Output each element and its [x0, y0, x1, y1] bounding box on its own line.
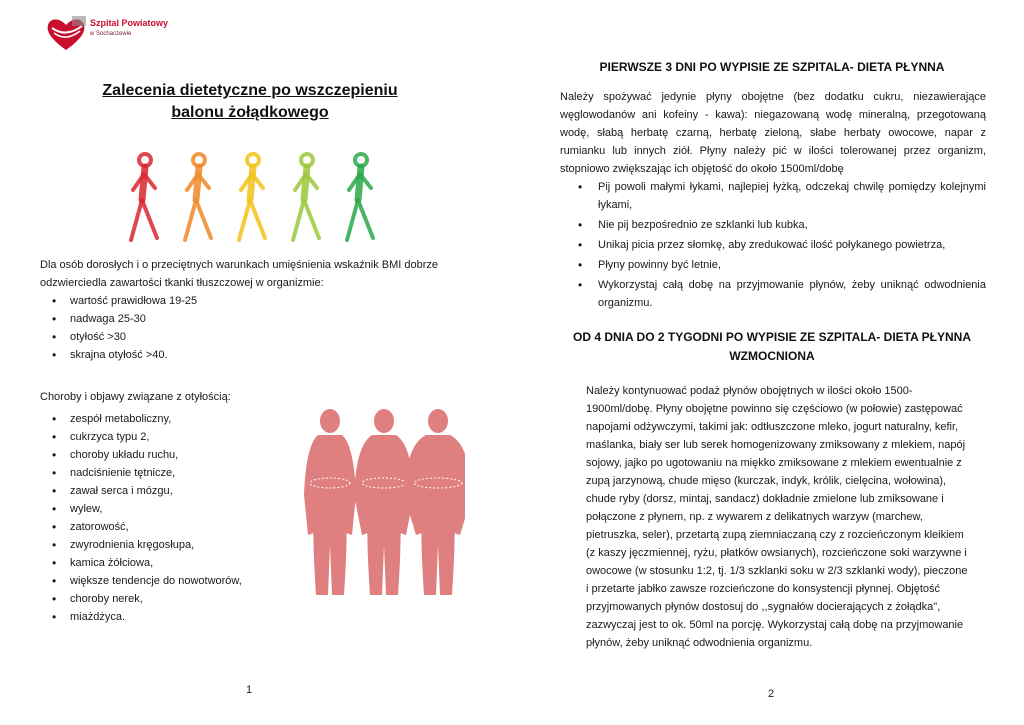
walking-figure-icon — [347, 154, 373, 240]
list-item: • miażdżyca. — [70, 608, 290, 626]
obese-figure-icon — [354, 409, 414, 595]
section1-list — [560, 178, 986, 312]
section2-body — [586, 382, 970, 652]
list-item: • Płyny powinny być letnie, — [598, 256, 986, 274]
section1-text: Należy spożywać jedynie płyny obojętne (bez dodatku cukru, niezawierające węglowodanów ani kofeiny - kawa): niegazowaną wodę mineralną, przegotowaną wodę, słabą herbatę czarną, herbatę zieloną, słabe herbaty owocowe, napar z rumianku lub innych ziół. Płyny należy pić w ilości tolerowanej przez organizm, stopniowo zwiększając ich objętość do około 1500ml/dobę — [560, 91, 986, 175]
list-item: • Nie pij bezpośrednio ze szklanki lub kubka, — [598, 216, 986, 234]
list-item: • kamica żółciowa, — [70, 554, 290, 572]
section2-text: Należy kontynuować podaż płynów obojętnych w ilości około 1500-1900ml/dobę. Płyny obojętne powinno się częściowo (w połowie) zastępować napojami odżywczymi, takimi jak: odtłuszczone mleko, jogurt naturalny, kefir, maślanka, biały ser lub serek homogenizowany zmiksowany z mlekiem, napój sojowy, jajko po ugotowaniu na miękko zmiksowane z mlekiem ewentualnie z zupą jarzynową, chude mięso (kurczak, indyk, królik, cielęcina, wołowina), chude ryby (dorsz, mintaj, sandacz) dokładnie zmielone lub zmiksowane i połączone z płynem, np. z wywarem z delikatnych warzyw (marchew, pietruszka, seler), przetartą zupą ziemniaczaną czy z rozcieńczonym kleikiem (z kaszy jęczmiennej, ryżu, płatków owsianych), rozcieńczone soki warzywne i owocowe (w stosunku 1:2, tj. 1/3 szklanki soku w 2/3 szklanki wody), pieczone i przetarte jabłko zawsze rozcieńczone do konsystencji płynnej. Objętość przyjmowanych płynów dostosuj do ,,sygnałów docierających z żołądka", zazwyczaj jest to ok. 50ml na porcję. Wykorzystaj całą dobę na przyjmowanie płynów, żeby uniknąć odwodnienia organizmu. — [586, 385, 968, 649]
list-item: • Unikaj picia przez słomkę, aby zredukować ilość połykanego powietrza, — [598, 236, 986, 254]
section2-title — [552, 328, 992, 366]
title-line-1: Zalecenia dietetyczne po wszczepieniu — [102, 82, 398, 99]
list-item: • choroby układu ruchu, — [70, 446, 290, 464]
document-title — [60, 80, 440, 124]
walking-figure-icon — [239, 154, 265, 240]
page-right — [512, 0, 1024, 725]
list-item: • zawał serca i mózgu, — [70, 482, 290, 500]
list-item: • otyłość >30 — [70, 328, 450, 346]
heart-logo-icon — [44, 14, 88, 54]
bmi-section — [40, 256, 450, 364]
list-item: • zespół metaboliczny, — [70, 410, 290, 428]
obese-figure-icon — [404, 409, 465, 595]
section2-title-line-2: WZMOCNIONA — [729, 349, 815, 363]
bmi-list — [40, 292, 450, 364]
list-item: • większe tendencje do nowotworów, — [70, 572, 290, 590]
walking-figures-illustration — [115, 148, 395, 248]
walking-figure-icon — [131, 154, 157, 240]
diseases-list — [40, 410, 290, 626]
section1-body — [560, 88, 986, 314]
page-number-1: 1 — [246, 684, 253, 696]
list-item: • Wykorzystaj całą dobę na przyjmowanie płynów, żeby uniknąć odwodnienia organizmu. — [598, 276, 986, 312]
title-line-2: balonu żołądkowego — [171, 104, 329, 121]
obese-figure-icon — [304, 409, 356, 595]
list-item: • nadwaga 25-30 — [70, 310, 450, 328]
list-item: • nadciśnienie tętnicze, — [70, 464, 290, 482]
hospital-logo — [44, 14, 174, 54]
logo-name: Szpital Powiatowy — [90, 18, 169, 28]
diseases-section — [40, 388, 290, 626]
list-item: • skrajna otyłość >40. — [70, 346, 450, 364]
list-item: • zatorowość, — [70, 518, 290, 536]
section2-title-line-1: OD 4 DNIA DO 2 TYGODNI PO WYPISIE ZE SZPITALA- DIETA PŁYNNA — [572, 330, 972, 344]
page-number-2: 2 — [768, 688, 775, 700]
list-item: • wylew, — [70, 500, 290, 518]
walking-figure-icon — [185, 154, 211, 240]
section1-title: PIERWSZE 3 DNI PO WYPISIE ZE SZPITALA- DIETA PŁYNNA — [599, 60, 945, 74]
obese-figures-illustration — [300, 405, 465, 605]
list-item: • cukrzyca typu 2, — [70, 428, 290, 446]
list-item: • zwyrodnienia kręgosłupa, — [70, 536, 290, 554]
diseases-intro: Choroby i objawy związane z otyłością: — [40, 391, 231, 403]
walking-figure-icon — [293, 154, 319, 240]
logo-subtitle: w Sochaczewie — [90, 31, 132, 37]
list-item: • choroby nerek, — [70, 590, 290, 608]
list-item: • wartość prawidłowa 19-25 — [70, 292, 450, 310]
bmi-intro: Dla osób dorosłych i o przeciętnych warunkach umięśnienia wskaźnik BMI dobrze odzwierciedla zawartości tkanki tłuszczowej w organizmie: — [40, 259, 439, 289]
list-item: • Pij powoli małymi łykami, najlepiej łyżką, odczekaj chwilę pomiędzy kolejnymi łykami, — [598, 178, 986, 214]
